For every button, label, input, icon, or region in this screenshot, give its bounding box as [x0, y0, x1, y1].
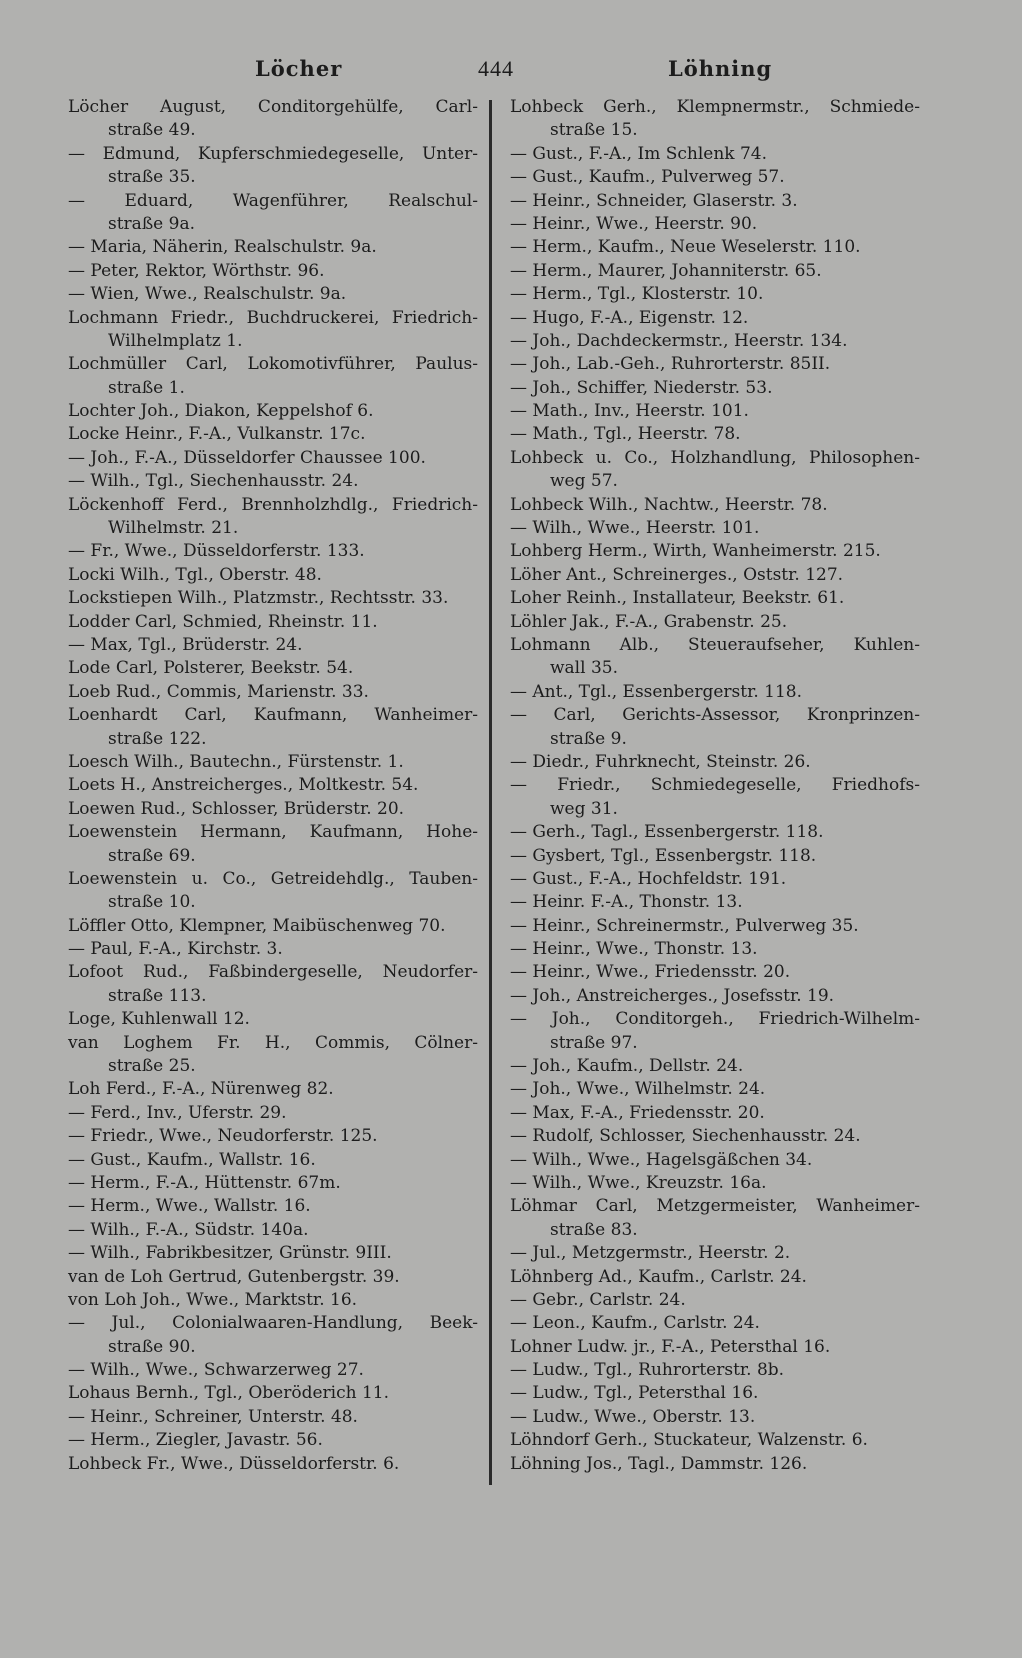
entry-line: — Heinr., Schreiner, Unterstr. 48.: [68, 1406, 358, 1427]
entry-continuation-line: straße 25.: [108, 1056, 196, 1077]
entry-line: Lohberg Herm., Wirth, Wanheimerstr. 215.: [510, 541, 881, 562]
directory-entry: [68, 868, 478, 915]
entry-continuation-line: Wilhelmplatz 1.: [108, 330, 243, 351]
entry-line: — Heinr., Wwe., Thonstr. 13.: [510, 939, 758, 960]
directory-entry: [68, 190, 478, 237]
directory-entry: [68, 634, 478, 657]
directory-entry: [68, 1406, 478, 1429]
directory-entry: [68, 143, 478, 190]
entry-continuation-line: weg 57.: [550, 471, 618, 492]
directory-entry: [510, 704, 920, 751]
directory-entry: [68, 1312, 478, 1359]
entry-line: — Joh., Kaufm., Dellstr. 24.: [510, 1056, 744, 1077]
entry-continuation-line: weg 31.: [550, 798, 618, 819]
directory-entry: [510, 1055, 920, 1078]
directory-entry: [510, 494, 920, 517]
directory-entry: [510, 447, 920, 494]
directory-entry: [68, 704, 478, 751]
entry-line: Loewenstein u. Co., Getreidehdlg., Tauben-: [68, 868, 478, 889]
directory-entry: [68, 447, 478, 470]
entry-line: Lofoot Rud., Faßbindergeselle, Neudorfer-: [68, 962, 478, 983]
left-column: [68, 96, 478, 1476]
directory-entry: [68, 961, 478, 1008]
directory-entry: [68, 470, 478, 493]
directory-entry: [68, 423, 478, 446]
entry-line: — Wilh., F.-A., Südstr. 140a.: [68, 1219, 309, 1240]
directory-entry: [510, 611, 920, 634]
entry-line: — Leon., Kaufm., Carlstr. 24.: [510, 1313, 760, 1334]
entry-line: — Herm., Wwe., Wallstr. 16.: [68, 1196, 311, 1217]
directory-entry: [510, 236, 920, 259]
column-divider: [489, 100, 492, 1485]
entry-line: Lochmann Friedr., Buchdruckerei, Friedrich-: [68, 307, 478, 328]
entry-line: — Diedr., Fuhrknecht, Steinstr. 26.: [510, 751, 811, 772]
entry-line: — Friedr., Schmiedegeselle, Friedhofs-: [510, 775, 920, 796]
directory-entry: [68, 540, 478, 563]
entry-continuation-line: straße 122.: [108, 728, 207, 749]
entry-line: Lohaus Bernh., Tgl., Oberöderich 11.: [68, 1383, 389, 1404]
directory-entry: [68, 1102, 478, 1125]
entry-line: Lochter Joh., Diakon, Keppelshof 6.: [68, 401, 374, 422]
page-number: 444: [478, 56, 514, 81]
directory-entry: [68, 1172, 478, 1195]
directory-entry: [510, 891, 920, 914]
directory-entry: [510, 1125, 920, 1148]
entry-continuation-line: straße 97.: [550, 1032, 638, 1053]
entry-line: — Heinr., Wwe., Friedensstr. 20.: [510, 962, 791, 983]
directory-entry: [68, 1242, 478, 1265]
running-head-first-entry: Löcher: [255, 56, 343, 81]
entry-line: — Peter, Rektor, Wörthstr. 96.: [68, 260, 325, 281]
entry-line: — Joh., Conditorgeh., Friedrich-Wilhelm-: [510, 1009, 920, 1030]
entry-line: — Heinr., Schreinermstr., Pulverweg 35.: [510, 915, 859, 936]
directory-entry: [510, 845, 920, 868]
directory-entry: [510, 307, 920, 330]
entry-continuation-line: straße 49.: [108, 120, 196, 141]
entry-line: Löffler Otto, Klempner, Maibüschenweg 70.: [68, 915, 446, 936]
directory-entry: [510, 821, 920, 844]
entry-line: — Math., Tgl., Heerstr. 78.: [510, 424, 741, 445]
entry-line: Locke Heinr., F.-A., Vulkanstr. 17c.: [68, 424, 366, 445]
entry-line: — Ferd., Inv., Uferstr. 29.: [68, 1102, 287, 1123]
entry-line: — Heinr., Wwe., Heerstr. 90.: [510, 213, 758, 234]
entry-line: — Wilh., Tgl., Siechenhausstr. 24.: [68, 471, 359, 492]
entry-line: — Wilh., Wwe., Schwarzerweg 27.: [68, 1360, 364, 1381]
directory-entry: [68, 353, 478, 400]
entry-line: Löher Ant., Schreinerges., Oststr. 127.: [510, 564, 844, 585]
directory-entry: [68, 1453, 478, 1476]
entry-line: — Herm., Kaufm., Neue Weselerstr. 110.: [510, 237, 861, 258]
entry-line: — Max, F.-A., Friedensstr. 20.: [510, 1102, 765, 1123]
directory-entry: [510, 1429, 920, 1452]
directory-entry: [68, 564, 478, 587]
directory-entry: [510, 1078, 920, 1101]
directory-entry: [68, 260, 478, 283]
directory-entry: [510, 564, 920, 587]
entry-line: Lockstiepen Wilh., Platzmstr., Rechtsstr. 33.: [68, 588, 449, 609]
directory-entry: [68, 96, 478, 143]
entry-line: — Eduard, Wagenführer, Realschul-: [68, 190, 478, 211]
directory-entry: [510, 938, 920, 961]
entry-line: — Gerh., Tagl., Essenbergerstr. 118.: [510, 822, 824, 843]
directory-entry: [510, 423, 920, 446]
directory-entry: [68, 657, 478, 680]
entry-line: Loewen Rud., Schlosser, Brüderstr. 20.: [68, 798, 405, 819]
directory-entry: [510, 961, 920, 984]
entry-line: — Gust., F.-A., Hochfeldstr. 191.: [510, 868, 787, 889]
directory-entry: [510, 1382, 920, 1405]
entry-line: Loets H., Anstreicherges., Moltkestr. 54.: [68, 775, 419, 796]
entry-line: — Heinr., Schneider, Glaserstr. 3.: [510, 190, 798, 211]
entry-continuation-line: straße 9a.: [108, 213, 195, 234]
directory-entry: [510, 1149, 920, 1172]
directory-entry: [510, 681, 920, 704]
entry-continuation-line: straße 9.: [550, 728, 627, 749]
directory-entry: [68, 1382, 478, 1405]
entry-line: — Joh., F.-A., Düsseldorfer Chaussee 100.: [68, 447, 426, 468]
entry-line: — Friedr., Wwe., Neudorferstr. 125.: [68, 1126, 378, 1147]
entry-line: — Gust., Kaufm., Wallstr. 16.: [68, 1149, 316, 1170]
directory-entry: [68, 798, 478, 821]
entry-line: Lohbeck Gerh., Klempnermstr., Schmiede-: [510, 97, 920, 117]
directory-entry: [68, 283, 478, 306]
directory-entry: [68, 774, 478, 797]
entry-continuation-line: straße 15.: [550, 120, 638, 141]
entry-line: — Gysbert, Tgl., Essenbergstr. 118.: [510, 845, 817, 866]
entry-line: — Herm., F.-A., Hüttenstr. 67m.: [68, 1172, 341, 1193]
entry-line: — Maria, Näherin, Realschulstr. 9a.: [68, 237, 377, 258]
directory-entry: [510, 1266, 920, 1289]
directory-entry: [68, 915, 478, 938]
entry-continuation-line: straße 113.: [108, 985, 207, 1006]
directory-entry: [68, 1032, 478, 1079]
entry-line: — Paul, F.-A., Kirchstr. 3.: [68, 939, 283, 960]
entry-line: Löcher August, Conditorgehülfe, Carl-: [68, 97, 478, 117]
directory-entry: [68, 587, 478, 610]
entry-line: — Fr., Wwe., Düsseldorferstr. 133.: [68, 541, 365, 562]
entry-line: Lohbeck Fr., Wwe., Düsseldorferstr. 6.: [68, 1453, 400, 1474]
directory-entry: [68, 1008, 478, 1031]
entry-line: — Herm., Maurer, Johanniterstr. 65.: [510, 260, 822, 281]
entry-continuation-line: straße 10.: [108, 892, 196, 913]
directory-entry: [510, 587, 920, 610]
directory-entry: [68, 1078, 478, 1101]
entry-line: Lodder Carl, Schmied, Rheinstr. 11.: [68, 611, 378, 632]
entry-line: — Joh., Dachdeckermstr., Heerstr. 134.: [510, 330, 848, 351]
entry-line: Lode Carl, Polsterer, Beekstr. 54.: [68, 658, 354, 679]
directory-entry: [68, 236, 478, 259]
entry-line: — Joh., Wwe., Wilhelmstr. 24.: [510, 1079, 766, 1100]
directory-entry: [68, 821, 478, 868]
entry-continuation-line: wall 35.: [550, 658, 618, 679]
directory-entry: [68, 611, 478, 634]
entry-line: Löhning Jos., Tagl., Dammstr. 126.: [510, 1453, 808, 1474]
entry-line: — Ludw., Tgl., Ruhrorterstr. 8b.: [510, 1360, 785, 1381]
entry-line: — Hugo, F.-A., Eigenstr. 12.: [510, 307, 749, 328]
directory-entry: [510, 143, 920, 166]
directory-entry: [510, 353, 920, 376]
entry-line: — Gust., Kaufm., Pulverweg 57.: [510, 167, 785, 188]
directory-entry: [510, 1406, 920, 1429]
entry-line: Lohmann Alb., Steueraufseher, Kuhlen-: [510, 634, 920, 655]
directory-entry: [510, 96, 920, 143]
entry-line: — Herm., Ziegler, Javastr. 56.: [68, 1430, 323, 1451]
entry-line: — Jul., Colonialwaaren-Handlung, Beek-: [68, 1313, 478, 1334]
right-column: [510, 96, 920, 1476]
directory-entry: [68, 938, 478, 961]
directory-entry: [510, 1195, 920, 1242]
entry-line: — Gust., F.-A., Im Schlenk 74.: [510, 143, 768, 164]
directory-entry: [510, 517, 920, 540]
directory-entry: [510, 166, 920, 189]
entry-line: — Wilh., Wwe., Heerstr. 101.: [510, 518, 760, 539]
entry-continuation-line: straße 1.: [108, 377, 185, 398]
entry-line: Lohbeck u. Co., Holzhandlung, Philosophen-: [510, 447, 920, 468]
directory-entry: [510, 1102, 920, 1125]
entry-line: — Wilh., Wwe., Hagelsgäßchen 34.: [510, 1149, 813, 1170]
entry-line: — Herm., Tgl., Klosterstr. 10.: [510, 284, 764, 305]
directory-entry: [510, 1008, 920, 1055]
entry-line: Lochmüller Carl, Lokomotivführer, Paulus-: [68, 354, 478, 375]
entry-continuation-line: straße 35.: [108, 167, 196, 188]
directory-entry: [510, 330, 920, 353]
directory-entry: [510, 260, 920, 283]
directory-entry: [510, 1312, 920, 1335]
entry-line: Loesch Wilh., Bautechn., Fürstenstr. 1.: [68, 751, 404, 772]
entry-continuation-line: straße 69.: [108, 845, 196, 866]
directory-entry: [510, 213, 920, 236]
entry-line: — Carl, Gerichts-Assessor, Kronprinzen-: [510, 705, 920, 726]
entry-line: Loh Ferd., F.-A., Nürenweg 82.: [68, 1079, 334, 1100]
directory-entry: [510, 751, 920, 774]
directory-entry: [510, 1453, 920, 1476]
entry-line: Locki Wilh., Tgl., Oberstr. 48.: [68, 564, 322, 585]
entry-line: — Ludw., Wwe., Oberstr. 13.: [510, 1406, 756, 1427]
directory-entry: [510, 400, 920, 423]
directory-entry: [68, 400, 478, 423]
entry-line: — Joh., Lab.-Geh., Ruhrorterstr. 85II.: [510, 354, 831, 375]
directory-entry: [510, 1172, 920, 1195]
directory-entry: [510, 190, 920, 213]
directory-entry: [510, 774, 920, 821]
directory-entry: [510, 283, 920, 306]
entry-line: — Jul., Metzgermstr., Heerstr. 2.: [510, 1243, 791, 1264]
directory-entry: [510, 1359, 920, 1382]
entry-line: van de Loh Gertrud, Gutenbergstr. 39.: [68, 1266, 400, 1287]
entry-line: — Wilh., Wwe., Kreuzstr. 16a.: [510, 1172, 767, 1193]
entry-continuation-line: straße 90.: [108, 1336, 196, 1357]
entry-line: Löhler Jak., F.-A., Grabenstr. 25.: [510, 611, 788, 632]
entry-line: — Joh., Anstreicherges., Josefsstr. 19.: [510, 985, 835, 1006]
running-head-last-entry: Löhning: [668, 56, 773, 81]
entry-line: Lohner Ludw. jr., F.-A., Petersthal 16.: [510, 1336, 831, 1357]
entry-line: Löhmar Carl, Metzgermeister, Wanheimer-: [510, 1196, 920, 1217]
entry-line: van Loghem Fr. H., Commis, Cölner-: [68, 1032, 478, 1053]
directory-entry: [510, 868, 920, 891]
entry-line: — Wien, Wwe., Realschulstr. 9a.: [68, 284, 347, 305]
directory-entry: [68, 1266, 478, 1289]
entry-line: — Math., Inv., Heerstr. 101.: [510, 401, 749, 422]
directory-entry: [68, 1289, 478, 1312]
entry-line: — Gebr., Carlstr. 24.: [510, 1289, 686, 1310]
directory-entry: [68, 1149, 478, 1172]
entry-line: von Loh Joh., Wwe., Marktstr. 16.: [68, 1289, 358, 1310]
entry-line: Lohbeck Wilh., Nachtw., Heerstr. 78.: [510, 494, 828, 515]
entry-line: Löckenhoff Ferd., Brennholzhdlg., Friedrich-: [68, 494, 478, 515]
entry-line: — Max, Tgl., Brüderstr. 24.: [68, 634, 303, 655]
directory-entry: [510, 1289, 920, 1312]
directory-entry: [68, 1125, 478, 1148]
directory-entry: [68, 751, 478, 774]
entry-continuation-line: Wilhelmstr. 21.: [108, 518, 239, 539]
entry-line: Loher Reinh., Installateur, Beekstr. 61.: [510, 588, 845, 609]
directory-entry: [68, 681, 478, 704]
directory-entry: [510, 1336, 920, 1359]
directory-entry: [68, 494, 478, 541]
entry-line: Loenhardt Carl, Kaufmann, Wanheimer-: [68, 705, 478, 726]
entry-line: Loewenstein Hermann, Kaufmann, Hohe-: [68, 822, 478, 843]
entry-line: Loge, Kuhlenwall 12.: [68, 1009, 250, 1030]
directory-entry: [68, 1359, 478, 1382]
entry-line: — Heinr. F.-A., Thonstr. 13.: [510, 892, 743, 913]
directory-entry: [510, 985, 920, 1008]
entry-line: — Edmund, Kupferschmiedegeselle, Unter-: [68, 143, 478, 164]
directory-entry: [510, 634, 920, 681]
directory-entry: [68, 307, 478, 354]
entry-line: — Wilh., Fabrikbesitzer, Grünstr. 9III.: [68, 1243, 392, 1264]
entry-line: — Ludw., Tgl., Petersthal 16.: [510, 1383, 759, 1404]
directory-entry: [510, 540, 920, 563]
entry-line: Löhndorf Gerh., Stuckateur, Walzenstr. 6.: [510, 1430, 868, 1451]
entry-line: — Ant., Tgl., Essenbergerstr. 118.: [510, 681, 803, 702]
directory-entry: [510, 915, 920, 938]
entry-line: Löhnberg Ad., Kaufm., Carlstr. 24.: [510, 1266, 807, 1287]
entry-line: Loeb Rud., Commis, Marienstr. 33.: [68, 681, 369, 702]
directory-entry: [510, 377, 920, 400]
entry-line: — Rudolf, Schlosser, Siechenhausstr. 24.: [510, 1126, 861, 1147]
entry-continuation-line: straße 83.: [550, 1219, 638, 1240]
directory-entry: [68, 1219, 478, 1242]
directory-entry: [68, 1195, 478, 1218]
directory-entry: [510, 1242, 920, 1265]
entry-line: — Joh., Schiffer, Niederstr. 53.: [510, 377, 773, 398]
directory-entry: [68, 1429, 478, 1452]
